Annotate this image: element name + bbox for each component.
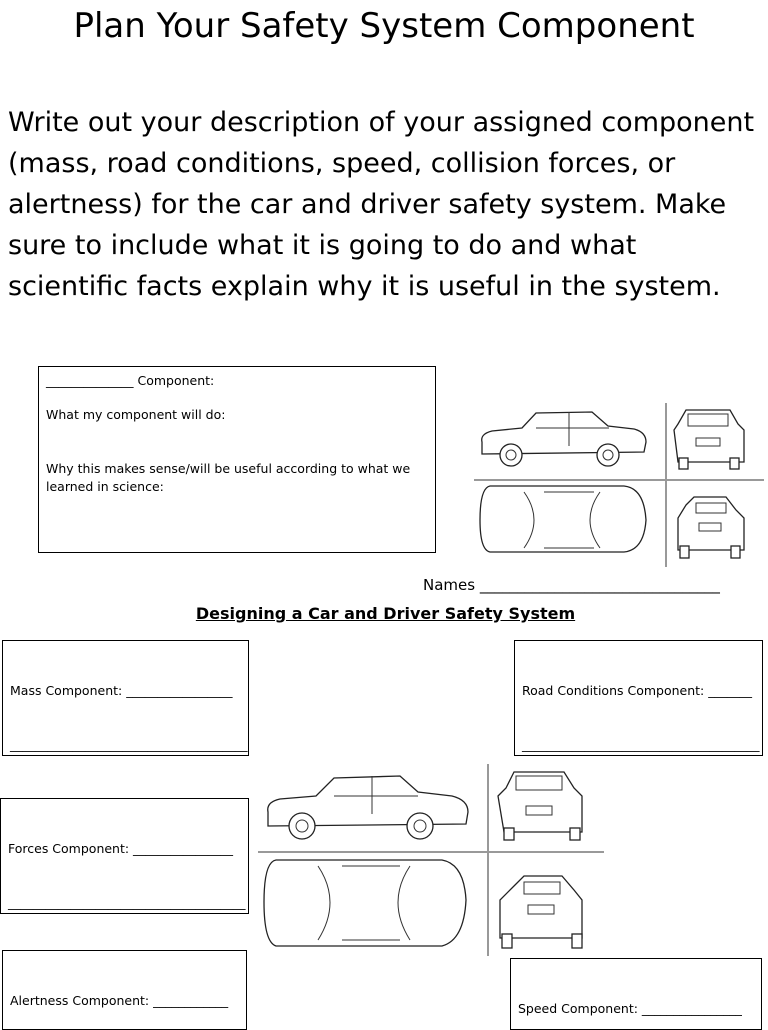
page-title: Plan Your Safety System Component <box>73 6 695 46</box>
names-line: Names ________________________________ <box>423 576 720 594</box>
road-conditions-component-box <box>514 640 763 756</box>
writing-line: ______________________________________ <box>8 895 246 910</box>
car-diagram-top <box>474 400 764 570</box>
forces-component-box <box>0 798 249 914</box>
speed-component-header: Speed Component: ________________ <box>518 1001 742 1016</box>
instructions-paragraph: Write out your description of your assigned component (mass, road conditions, speed, collision forces, or alertness) for the car and driver safety system. Make sure to include what it is going to do and what scientific facts explain why it is useful in the system. <box>8 107 755 302</box>
speed-component-box <box>510 958 762 1030</box>
road-conditions-component-header: Road Conditions Component: _______ <box>522 683 752 698</box>
forces-component-header: Forces Component: ________________ <box>8 841 234 856</box>
mass-component-box <box>2 640 249 756</box>
writing-line: ______________________________________ <box>10 737 248 752</box>
worksheet-subtitle: Designing a Car and Driver Safety System <box>195 604 576 623</box>
component-planning-box <box>38 366 436 553</box>
component-purpose-prompt: What my component will do: <box>46 407 226 422</box>
writing-line: ______________________________________ <box>522 737 760 752</box>
alertness-component-header: Alertness Component: ____________ <box>10 993 229 1008</box>
component-name-line: ______________ Component: <box>46 373 215 388</box>
component-reasoning-prompt: Why this makes sense/will be useful according to what we learned in science: <box>46 461 411 494</box>
mass-component-header: Mass Component: _________________ <box>10 683 233 698</box>
alertness-component-box <box>2 950 247 1030</box>
car-diagram-bottom <box>258 762 606 958</box>
